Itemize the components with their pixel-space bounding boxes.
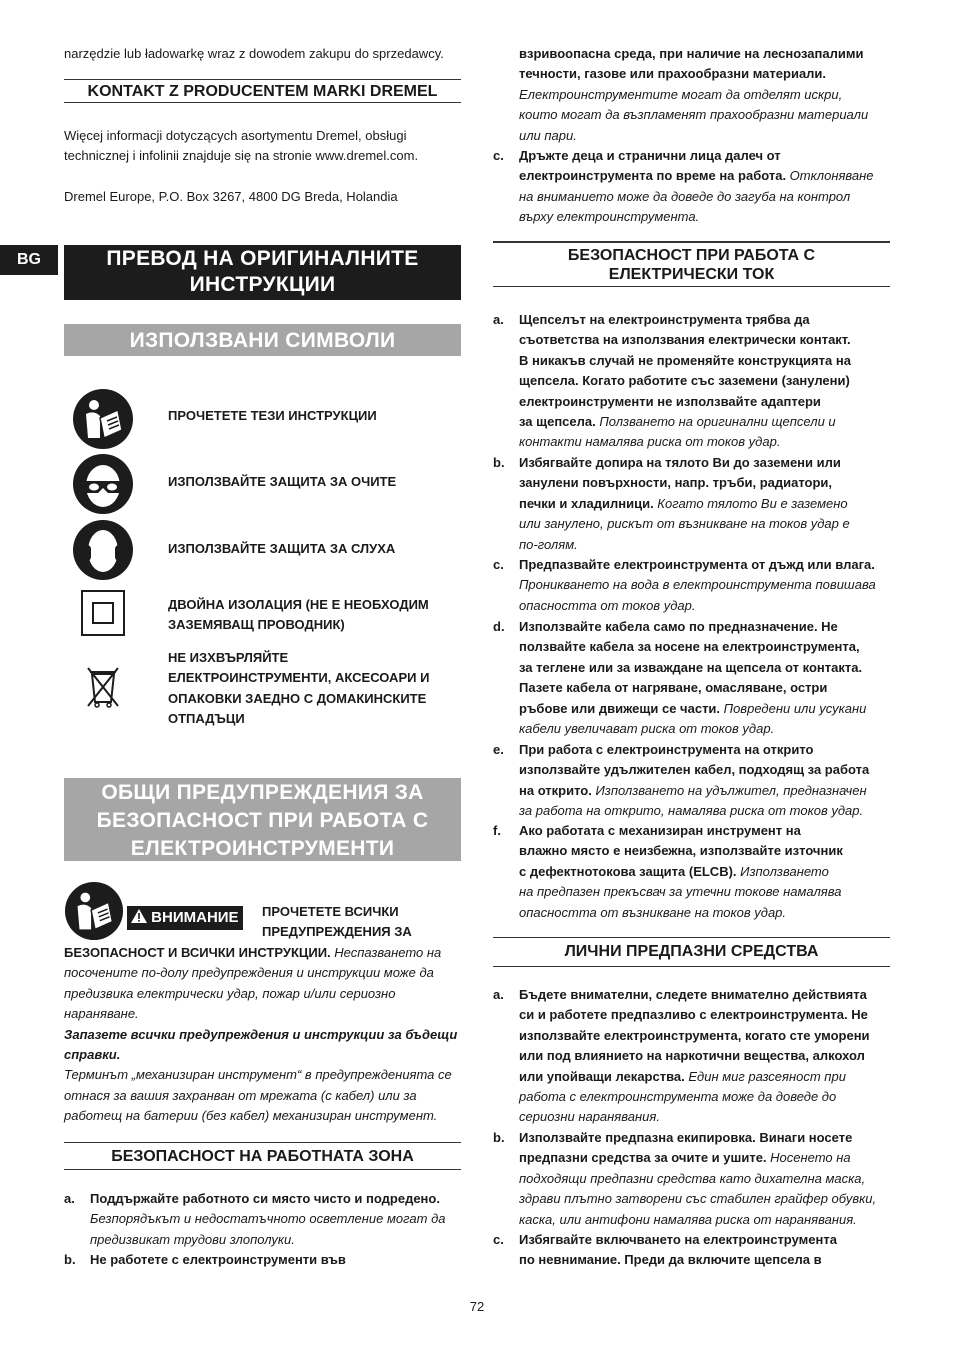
symbol-row-disposal	[72, 648, 452, 732]
item-bold: печки и хладилници.	[519, 495, 654, 511]
item-line: Предпазвайте електроинструмента от дъжд или влага.	[519, 557, 875, 572]
item-line: на вниманието може да доведе до загуба на контрол	[519, 188, 851, 204]
item-key: b.	[64, 1252, 76, 1267]
banner-line: ИНСТРУКЦИИ	[189, 273, 336, 296]
symbol-row-insulation	[72, 590, 452, 640]
language-tab-bg: BG	[0, 245, 58, 275]
item-line: ползвайте кабела за носене на електроинструмента,	[519, 639, 860, 655]
item-line: електроинструменти не използвайте адаптери	[519, 393, 821, 409]
electrical-item-a	[493, 310, 890, 453]
item-line: В никакъв случай не променяйте конструкцията на	[519, 352, 851, 368]
item-line: каска, или антифони намалява риска от наранявания.	[519, 1211, 857, 1227]
eye-protection-icon	[72, 453, 134, 515]
item-line: опасността от възникване на токов удар.	[519, 904, 787, 920]
item-line: влажно място е неизбежна, използвайте източник	[519, 843, 843, 859]
item-key: a.	[64, 1191, 75, 1206]
symbol-row-eyes	[72, 453, 452, 513]
item-line: Ако работата с механизиран инструмент на	[519, 823, 801, 838]
electrical-item-c	[493, 555, 890, 616]
item-line: течности, газове или прахообразни материали.	[519, 66, 827, 82]
item-line: Избягвайте включването на електроинструмента	[519, 1232, 837, 1247]
item-bold: електроинструмента по време на работа.	[519, 168, 787, 184]
warning-line: ПРЕДУПРЕЖДЕНИЯ ЗА	[262, 924, 412, 940]
item-line: Проникването на вода в електроинструмента повишава	[519, 577, 876, 593]
item-bold: предпазни средства за очите и ушите.	[519, 1150, 767, 1166]
save-instructions-line: Запазете всички предупреждения и инструкции за бъдещи	[64, 1026, 458, 1042]
warning-badge	[127, 906, 243, 930]
item-italic: Когато тялото Ви е заземено	[653, 495, 848, 511]
electrical-item-b	[493, 453, 890, 555]
contact-line: technicznej i infolinii znajduje się na stronie www.dremel.com.	[64, 148, 419, 164]
contact-paragraph	[64, 126, 418, 167]
item-italic: Носенето на	[766, 1150, 851, 1166]
item-line: Пазете кабела от нагряване, омасляване, остри	[519, 680, 828, 696]
item-line: кабели увеличават риска от токов удар.	[519, 721, 775, 737]
item-line: Електроинструментите могат да отделят искри,	[519, 86, 843, 102]
banner-line: БЕЗОПАСНОСТ ПРИ РАБОТА С	[96, 809, 429, 832]
work-area-heading: БЕЗОПАСНОСТ НА РАБОТНАТА ЗОНА	[64, 1142, 461, 1170]
item-line: щепсела. Когато работите със заземени (занулени)	[519, 373, 850, 389]
symbol-label: ПРОЧЕТЕТЕ ТЕЗИ ИНСТРУКЦИИ	[168, 408, 377, 423]
item-key: e.	[493, 742, 504, 757]
item-key: c.	[493, 148, 504, 163]
warning-bold: БЕЗОПАСНОСТ И ВСИЧКИ ИНСТРУКЦИИ.	[64, 945, 331, 960]
ppe-heading: ЛИЧНИ ПРЕДПАЗНИ СРЕДСТВА	[493, 937, 890, 967]
banner-line: ПРЕВОД НА ОРИГИНАЛНИТЕ	[106, 247, 419, 270]
item-line: или занулено, рискът от възникване на токов удар е	[519, 516, 850, 532]
item-key: a.	[493, 987, 504, 1002]
read-manual-icon	[72, 388, 134, 450]
intro-line: narzędzie lub ładowarkę wraz z dowodem zakupu do sprzedawcy.	[64, 46, 444, 61]
symbols-banner: ИЗПОЛЗВАНИ СИМВОЛИ	[64, 324, 461, 356]
item-bold: с дефектнотокова защита (ELCB).	[519, 863, 737, 879]
general-warnings-banner	[64, 778, 461, 861]
symbol-label-line: ОТПАДЪЦИ	[168, 711, 245, 727]
symbol-label: ИЗПОЛЗВАЙТЕ ЗАЩИТА ЗА ОЧИТЕ	[168, 474, 397, 489]
symbol-label	[168, 648, 458, 730]
ear-protection-icon	[72, 519, 134, 581]
electrical-safety-heading	[493, 241, 890, 287]
electrical-item-d	[493, 617, 890, 739]
item-key: d.	[493, 619, 505, 634]
item-line: използвайте електроинструмента, когато сте уморени	[519, 1027, 870, 1043]
item-line: При работа с електроинструмента на открито	[519, 742, 814, 757]
item-line: Дръжте деца и странични лица далеч от	[519, 148, 781, 163]
symbol-label	[168, 595, 458, 636]
item-line: подходящи предпазни средства като дихателна маска,	[519, 1170, 866, 1186]
work-item-b-continued	[519, 44, 868, 146]
warning-italic: Неспазването на	[330, 945, 442, 960]
ppe-item-b	[493, 1128, 890, 1230]
item-key: c.	[493, 1232, 504, 1247]
item-line: Безпорядъкът и недостатъчното осветление могат да	[90, 1211, 446, 1227]
item-line: или под влиянието на наркотични вещества, алкохол	[519, 1048, 865, 1064]
warning-badge-label: ВНИМАНИЕ	[151, 909, 239, 926]
item-bold: на открито.	[519, 782, 592, 798]
warning-body	[64, 943, 461, 1127]
contact-heading: KONTAKT Z PRODUCENTEM MARKI DREMEL	[64, 79, 461, 103]
warning-triangle-icon	[131, 909, 147, 923]
heading-line: БЕЗОПАСНОСТ ПРИ РАБОТА С	[567, 247, 816, 264]
item-line: Избягвайте допира на тялото Ви до заземени или	[519, 455, 841, 470]
item-line: съответства на използвания електрически контакт.	[519, 332, 851, 348]
electrical-item-e	[493, 740, 890, 822]
translation-banner	[64, 245, 461, 300]
item-line: работа с електроинструмента може да доведе до	[519, 1089, 837, 1105]
item-italic: Отклоняване	[786, 168, 874, 184]
item-line: Използвайте кабела само по предназначение. Не	[519, 619, 838, 634]
symbol-row-read	[72, 388, 452, 448]
item-line: опасността от токов удар.	[519, 597, 696, 613]
warning-line: посочените по-долу предупреждения и инструкции може да	[64, 965, 434, 981]
item-key: b.	[493, 455, 505, 470]
item-line: здрави плътно затворени със стабилен грайфер обувки,	[519, 1191, 877, 1207]
electrical-item-f	[493, 821, 890, 923]
work-item-c	[493, 146, 890, 228]
symbol-label-line: ЕЛЕКТРОИНСТРУМЕНТИ, АКСЕСОАРИ И	[168, 670, 430, 686]
item-line: или пари.	[519, 127, 577, 143]
item-italic: Използването на удължител, предназначен	[591, 782, 867, 798]
banner-line: ЕЛЕКТРОИНСТРУМЕНТИ	[130, 837, 395, 860]
item-italic: Използването	[736, 863, 829, 879]
item-line: на предпазен прекъсвач за утечни токове намалява	[519, 884, 842, 900]
warning-badge-box	[127, 906, 243, 930]
term-line: работещ на батерии (без кабел) механизиран инструмент.	[64, 1108, 438, 1124]
item-line: за работа на открито, намалява риска от токов удар.	[519, 803, 864, 819]
work-item-a	[64, 1189, 461, 1250]
double-insulation-icon	[81, 590, 125, 636]
item-line: контакти намалява риска от токов удар.	[519, 434, 781, 450]
item-line: занулени повърхности, напр. тръби, радиатори,	[519, 475, 833, 491]
item-line: Бъдете внимателни, следете внимателно действията	[519, 987, 867, 1002]
item-line: взривоопасна среда, при наличие на леснозапалими	[519, 46, 864, 61]
item-line: които могат да възпламенят прахообразни материали	[519, 107, 869, 123]
term-line: отнася за вашия захранван от мрежата (с кабел) или за	[64, 1087, 417, 1103]
item-line: Не работете с електроинструменти във	[90, 1252, 346, 1267]
warning-heading	[262, 902, 412, 943]
warning-line: нараняване.	[64, 1006, 139, 1022]
crossed-bin-icon	[86, 664, 120, 710]
ppe-item-a	[493, 985, 890, 1128]
item-line: Поддържайте работното си място чисто и подредено.	[90, 1191, 440, 1206]
item-italic: Ползването на оригинални щепсели и	[595, 414, 836, 430]
symbol-label-line: ОПАКОВКИ ЗАЕДНО С ДОМАКИНСКИТЕ	[168, 690, 427, 706]
warning-line: ПРОЧЕТЕТЕ ВСИЧКИ	[262, 904, 399, 919]
heading-line: ЕЛЕКТРИЧЕСКИ ТОК	[608, 266, 775, 283]
item-line: сериозни наранявания.	[519, 1109, 660, 1125]
term-line: Терминът „механизиран инструмент“ в предупрежденията се	[64, 1067, 452, 1083]
item-line: за теглене или за изваждане на щепсела от контакта.	[519, 659, 863, 675]
item-line: върху електроинструмента.	[519, 209, 700, 225]
banner-line: ОБЩИ ПРЕДУПРЕЖДЕНИЯ ЗА	[101, 781, 424, 804]
symbol-label-line: НЕ ИЗХВЪРЛЯЙТЕ	[168, 650, 289, 665]
item-bold: ръбове или движещи се части.	[519, 700, 721, 716]
item-italic: Повредени или усукани	[720, 700, 867, 716]
ppe-item-c	[493, 1230, 890, 1271]
symbol-row-ears	[72, 519, 452, 579]
item-line: предизвикат трудови злополуки.	[90, 1231, 295, 1247]
contact-line: Więcej informacji dotyczących asortymentu Dremel, obsługi	[64, 128, 407, 143]
item-key: a.	[493, 312, 504, 327]
item-line: използвайте удължителен кабел, подходящ за работа	[519, 762, 870, 778]
save-instructions-line: справки.	[64, 1047, 121, 1063]
item-key: f.	[493, 823, 501, 838]
symbol-label: ИЗПОЛЗВАЙТЕ ЗАЩИТА ЗА СЛУХА	[168, 541, 396, 556]
item-line: Щепселът на електроинструмента трябва да	[519, 312, 810, 327]
item-key: b.	[493, 1130, 505, 1145]
symbol-label-line: ДВОЙНА ИЗОЛАЦИЯ (НЕ Е НЕОБХОДИМ	[168, 597, 429, 612]
contact-address: Dremel Europe, P.O. Box 3267, 4800 DG Breda, Holandia	[64, 189, 398, 204]
item-key: c.	[493, 557, 504, 572]
item-line: по-голям.	[519, 536, 578, 552]
read-manual-icon	[64, 881, 124, 941]
item-italic: Един миг разсеяност при	[684, 1068, 846, 1084]
work-item-b	[64, 1250, 461, 1270]
item-line: си и работете предпазливо с електроинструмента. Не	[519, 1007, 868, 1023]
item-bold: или упойващи лекарства.	[519, 1068, 685, 1084]
symbol-label-line: ЗАЗЕМЯВАЩ ПРОВОДНИК)	[168, 617, 345, 633]
item-line: Използвайте предпазна екипировка. Винаги носете	[519, 1130, 853, 1145]
warning-line: предизвика електрически удар, пожар и/или сериозно	[64, 985, 396, 1001]
item-line: по невнимание. Преди да включите щепсела в	[519, 1252, 822, 1268]
item-bold: за щепсела.	[519, 414, 596, 430]
page-number: 72	[469, 1299, 485, 1314]
